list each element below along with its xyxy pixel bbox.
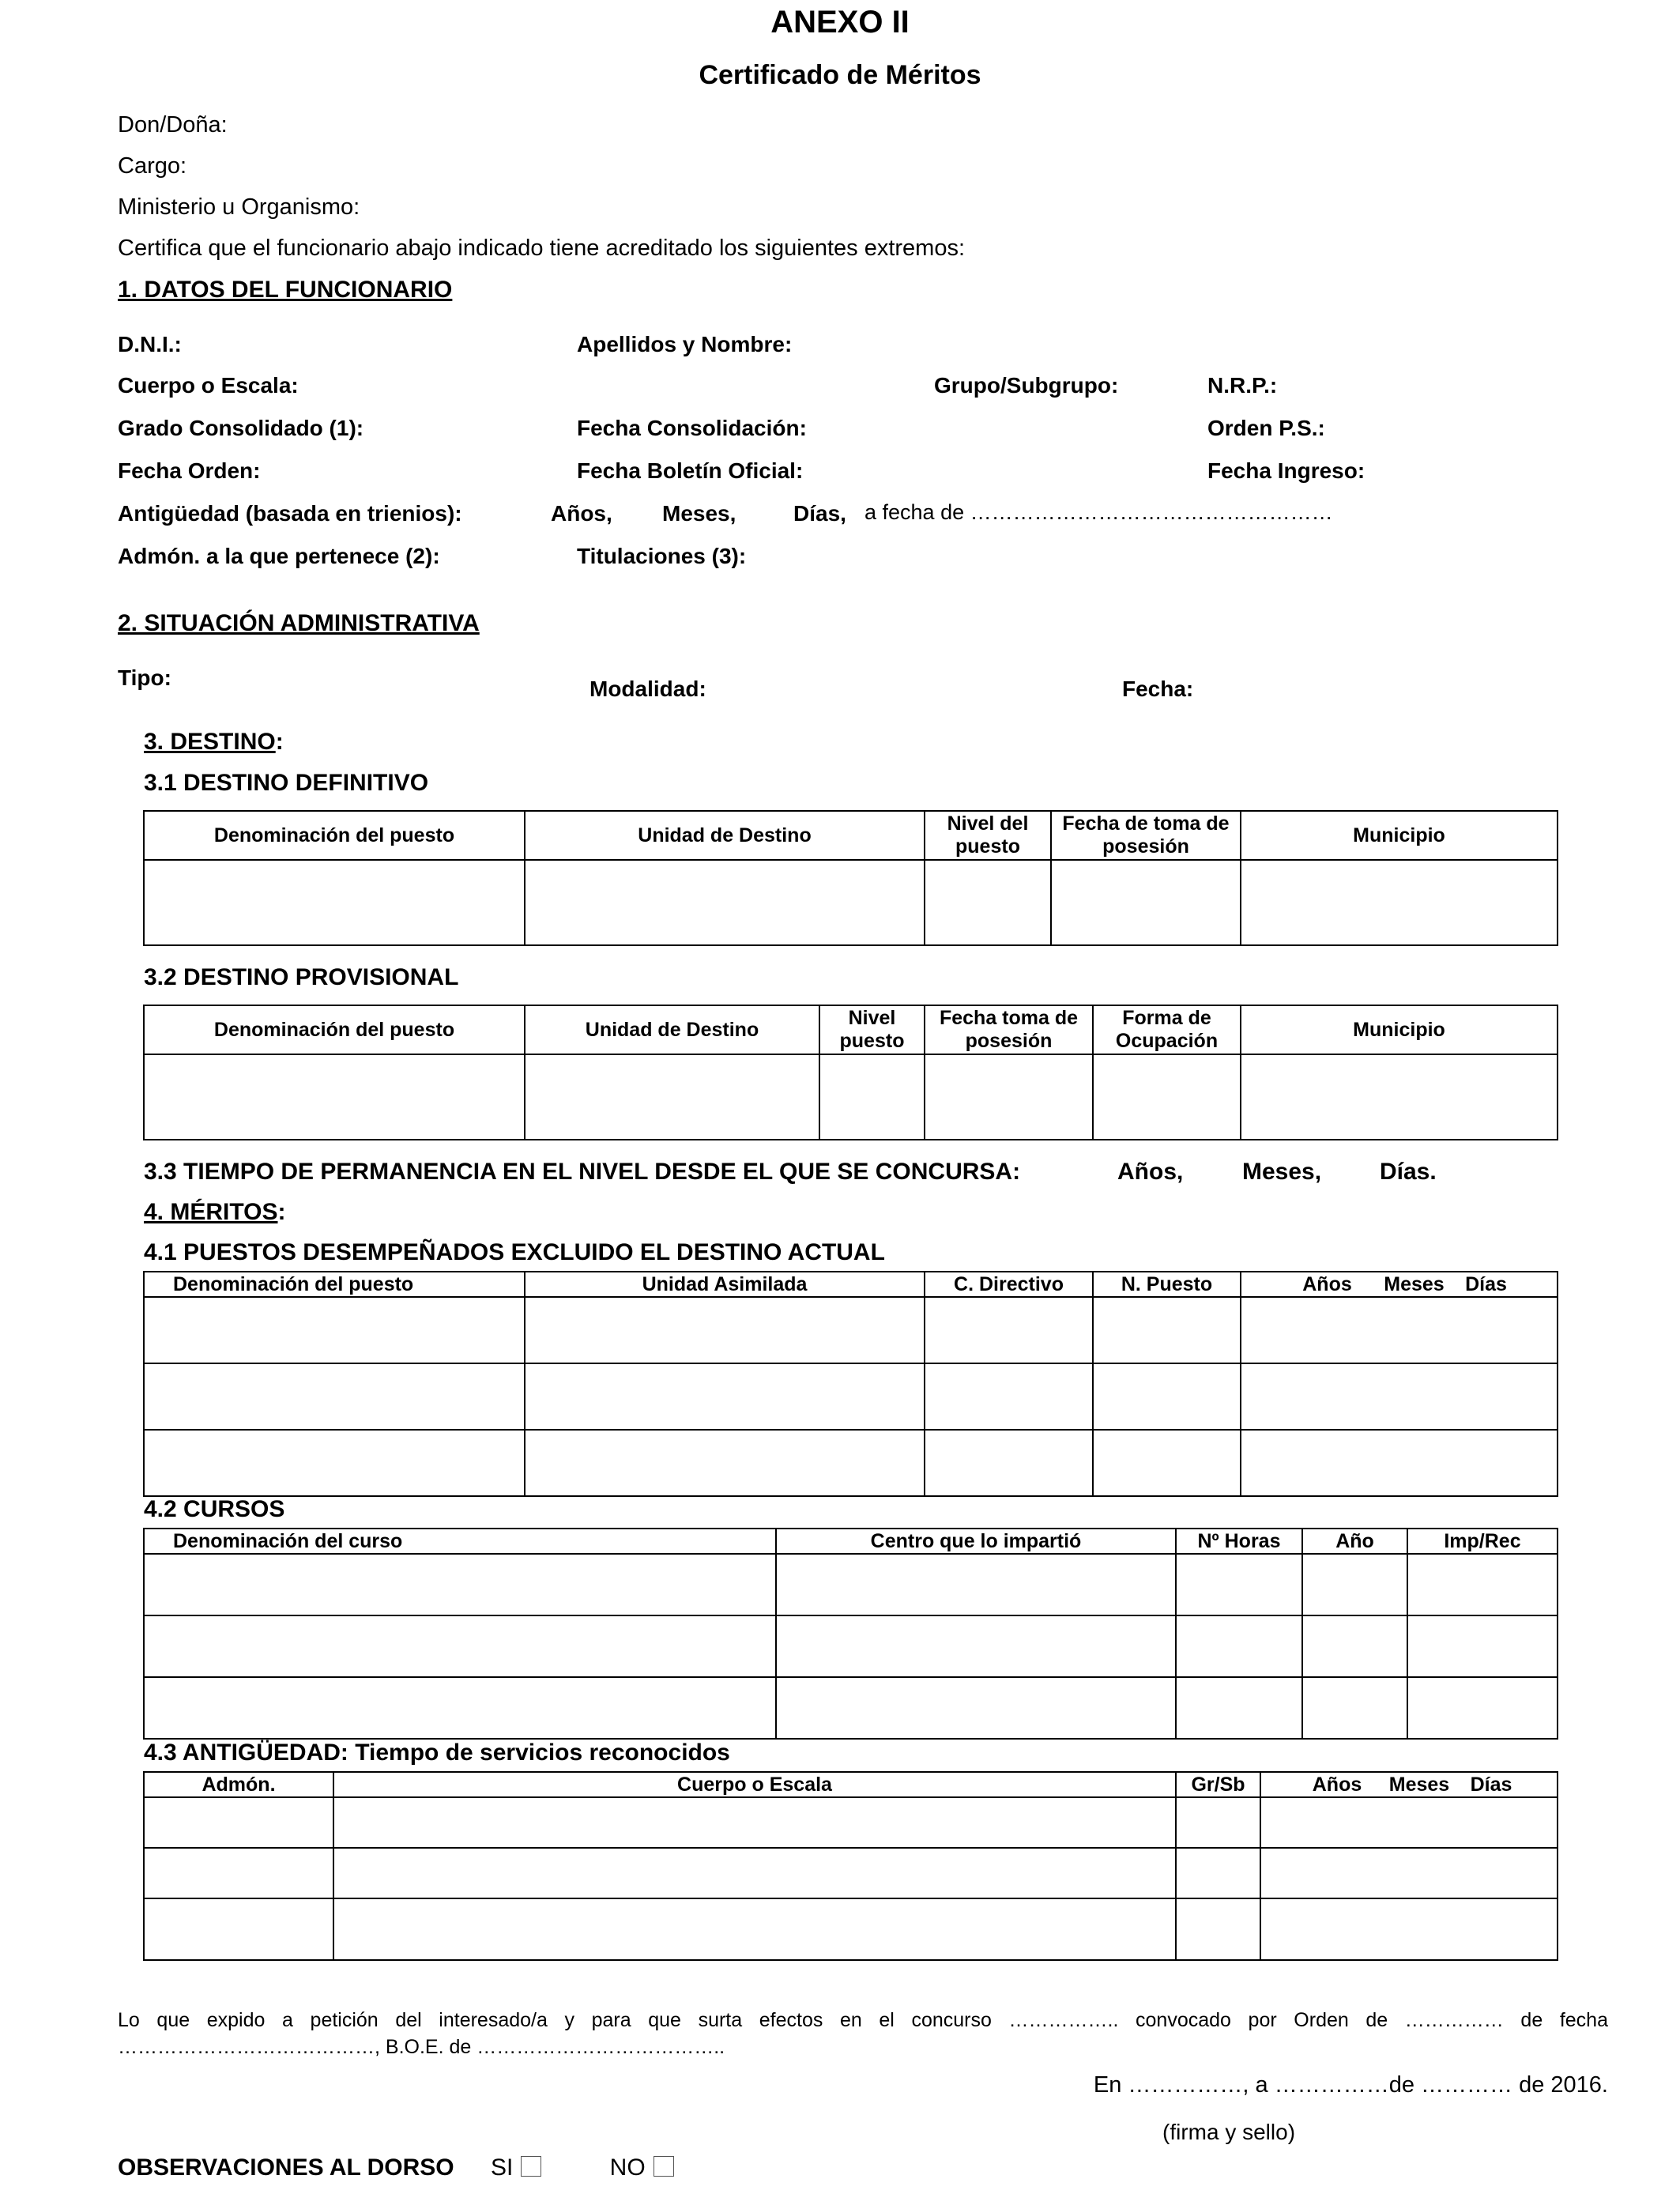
antiguedad-table	[143, 1771, 1558, 1961]
header-admon: Admón.	[144, 1772, 333, 1797]
orden-ps-label: Orden P.S.:	[1207, 416, 1325, 440]
header-gr-sb: Gr/Sb	[1176, 1772, 1260, 1797]
admon-label: Admón. a la que pertenece (2):	[118, 544, 440, 568]
permanencia-title: 3.3 TIEMPO DE PERMANENCIA EN EL NIVEL DESDE EL QUE SE CONCURSA:	[144, 1159, 1021, 1185]
header-fecha-toma: Fecha de toma de posesión	[1051, 811, 1241, 860]
table-cell[interactable]	[1093, 1363, 1241, 1430]
grupo-label: Grupo/Subgrupo:	[934, 373, 1119, 398]
header-dias: Días	[1470, 1773, 1512, 1796]
table-cell[interactable]	[333, 1898, 1176, 1960]
header-fecha-toma: Fecha toma de posesión	[925, 1005, 1093, 1054]
expido-paragraph: Lo que expido a petición del interesado/a y para que surta efectos en el concurso …………….. convocado por Orden de …………… de fecha …………………………………, B.O.E. de ………………………………..	[118, 2009, 1608, 2058]
antiguedad-title-suffix: Tiempo de servicios reconocidos	[348, 1740, 730, 1766]
permanencia-dias: Días.	[1380, 1159, 1437, 1185]
header-ano: Año	[1302, 1529, 1407, 1554]
table-cell[interactable]	[144, 1677, 776, 1739]
header-denominacion: Denominación del puesto	[144, 1272, 525, 1297]
header-dias: Días	[1465, 1272, 1507, 1295]
fecha-situacion-label: Fecha:	[1122, 677, 1194, 701]
destino-definitivo-table	[143, 810, 1558, 946]
table-cell[interactable]	[1302, 1615, 1407, 1677]
header-meses: Meses	[1388, 1773, 1450, 1796]
certifica-text: Certifica que el funcionario abajo indicado tiene acreditado los siguientes extremos:	[118, 236, 966, 261]
permanencia-anos: Años,	[1117, 1159, 1184, 1185]
puestos-desempenados-title: 4.1 PUESTOS DESEMPEÑADOS EXCLUIDO EL DESTINO ACTUAL	[144, 1239, 885, 1265]
table-cell[interactable]	[525, 1297, 925, 1363]
table-cell[interactable]	[925, 1363, 1093, 1430]
cursos-title: 4.2 CURSOS	[144, 1496, 285, 1522]
table-cell[interactable]	[776, 1615, 1176, 1677]
header-tiempo	[1260, 1772, 1558, 1797]
tipo-label: Tipo:	[118, 665, 171, 690]
table-cell[interactable]	[1407, 1615, 1558, 1677]
table-cell[interactable]	[333, 1848, 1176, 1898]
table-cell[interactable]	[525, 1430, 925, 1496]
header-unidad-destino: Unidad de Destino	[525, 1005, 819, 1054]
table-cell[interactable]	[144, 1554, 776, 1615]
antiguedad-title	[144, 1740, 730, 1766]
table-cell[interactable]	[1407, 1677, 1558, 1739]
header-centro: Centro que lo impartió	[776, 1529, 1176, 1554]
section-4-title-text: 4. MÉRITOS	[144, 1199, 278, 1225]
ministerio-label: Ministerio u Organismo:	[118, 194, 360, 220]
header-unidad-asimilada: Unidad Asimilada	[525, 1272, 925, 1297]
header-imp-rec: Imp/Rec	[1407, 1529, 1558, 1554]
permanencia-meses: Meses,	[1242, 1159, 1322, 1185]
section-3-title: 3. DESTINO:	[144, 729, 284, 755]
table-cell[interactable]	[1176, 1848, 1260, 1898]
don-label: Don/Doña:	[118, 112, 228, 138]
header-horas: Nº Horas	[1176, 1529, 1302, 1554]
table-cell[interactable]	[1241, 1363, 1558, 1430]
table-cell[interactable]	[925, 1297, 1093, 1363]
table-cell[interactable]	[525, 1054, 819, 1140]
table-cell[interactable]	[1241, 1430, 1558, 1496]
header-n-puesto: N. Puesto	[1093, 1272, 1241, 1297]
dias-label: Días,	[793, 501, 846, 526]
destino-definitivo-title: 3.1 DESTINO DEFINITIVO	[144, 770, 429, 796]
header-denominacion-curso: Denominación del curso	[144, 1529, 776, 1554]
table-cell[interactable]	[1093, 1297, 1241, 1363]
header-denominacion: Denominación del puesto	[144, 1005, 525, 1054]
header-municipio: Municipio	[1241, 1005, 1558, 1054]
no-label: NO	[609, 2154, 646, 2181]
anos-label: Años,	[551, 501, 612, 526]
destino-provisional-table	[143, 1005, 1558, 1140]
fecha-boletin-label: Fecha Boletín Oficial:	[577, 458, 804, 483]
table-cell[interactable]	[1176, 1898, 1260, 1960]
header-tiempo	[1241, 1272, 1558, 1297]
table-cell[interactable]	[1407, 1554, 1558, 1615]
table-cell[interactable]	[144, 1054, 525, 1140]
table-cell[interactable]	[1302, 1677, 1407, 1739]
page-title: ANEXO II	[770, 5, 910, 40]
dni-label: D.N.I.:	[118, 332, 182, 356]
antiguedad-title-prefix: 4.3 ANTIGÜEDAD:	[144, 1740, 348, 1766]
table-cell[interactable]	[144, 860, 525, 945]
observaciones-label: OBSERVACIONES AL DORSO	[118, 2154, 454, 2181]
table-cell[interactable]	[144, 1797, 333, 1848]
section-3-title-text: 3. DESTINO	[144, 729, 276, 755]
nrp-label: N.R.P.:	[1207, 373, 1278, 398]
header-cuerpo-escala: Cuerpo o Escala	[333, 1772, 1176, 1797]
table-cell[interactable]	[1241, 860, 1558, 945]
table-cell[interactable]	[1260, 1898, 1558, 1960]
table-cell[interactable]	[1176, 1554, 1302, 1615]
table-cell[interactable]	[925, 1054, 1093, 1140]
header-anos: Años	[1312, 1773, 1362, 1796]
table-cell[interactable]	[1176, 1615, 1302, 1677]
header-forma-ocupacion: Forma de Ocupación	[1093, 1005, 1241, 1054]
titulaciones-label: Titulaciones (3):	[577, 544, 747, 568]
table-cell[interactable]	[1176, 1677, 1302, 1739]
table-cell[interactable]	[1241, 1054, 1558, 1140]
meses-label: Meses,	[662, 501, 736, 526]
no-checkbox[interactable]	[654, 2156, 674, 2177]
table-cell[interactable]	[144, 1430, 525, 1496]
section-1-title: 1. DATOS DEL FUNCIONARIO	[118, 277, 453, 303]
table-cell[interactable]	[819, 1054, 925, 1140]
table-cell[interactable]	[1260, 1797, 1558, 1848]
destino-provisional-title: 3.2 DESTINO PROVISIONAL	[144, 964, 459, 990]
fecha-ingreso-label: Fecha Ingreso:	[1207, 458, 1365, 483]
place-date-line: En ……………, a ……………de ………… de 2016.	[1093, 2072, 1608, 2098]
table-cell[interactable]	[776, 1554, 1176, 1615]
cargo-label: Cargo:	[118, 153, 187, 179]
table-cell[interactable]	[144, 1615, 776, 1677]
section-2-title: 2. SITUACIÓN ADMINISTRATIVA	[118, 610, 480, 636]
header-meses: Meses	[1384, 1272, 1445, 1295]
table-cell[interactable]	[1093, 1430, 1241, 1496]
si-label: SI	[490, 2154, 514, 2181]
table-cell[interactable]	[1093, 1054, 1241, 1140]
header-nivel: Nivel del puesto	[925, 811, 1051, 860]
table-cell[interactable]	[1241, 1297, 1558, 1363]
table-cell[interactable]	[925, 860, 1051, 945]
table-cell[interactable]	[333, 1797, 1176, 1848]
fecha-consolidacion-label: Fecha Consolidación:	[577, 416, 807, 440]
table-cell[interactable]	[525, 860, 925, 945]
apellidos-label: Apellidos y Nombre:	[577, 332, 793, 356]
section-4-title: 4. MÉRITOS:	[144, 1199, 286, 1225]
header-nivel: Nivel puesto	[819, 1005, 925, 1054]
header-denominacion: Denominación del puesto	[144, 811, 525, 860]
table-cell[interactable]	[1176, 1797, 1260, 1848]
table-cell[interactable]	[1051, 860, 1241, 945]
modalidad-label: Modalidad:	[590, 677, 706, 701]
table-cell[interactable]	[525, 1363, 925, 1430]
table-cell[interactable]	[1302, 1554, 1407, 1615]
firma-sello: (firma y sello)	[1162, 2120, 1296, 2144]
table-cell[interactable]	[925, 1430, 1093, 1496]
table-cell[interactable]	[776, 1677, 1176, 1739]
header-anos: Años	[1302, 1272, 1352, 1295]
fecha-orden-label: Fecha Orden:	[118, 458, 261, 483]
observaciones-row	[118, 2154, 674, 2181]
header-unidad-destino: Unidad de Destino	[525, 811, 925, 860]
table-cell[interactable]	[144, 1848, 333, 1898]
cuerpo-label: Cuerpo o Escala:	[118, 373, 299, 398]
header-municipio: Municipio	[1241, 811, 1558, 860]
table-cell[interactable]	[1260, 1848, 1558, 1898]
grado-label: Grado Consolidado (1):	[118, 416, 364, 440]
table-cell[interactable]	[144, 1363, 525, 1430]
page-subtitle: Certificado de Méritos	[699, 60, 981, 90]
antiguedad-label: Antigüedad (basada en trienios):	[118, 501, 462, 526]
puestos-desempenados-table	[143, 1271, 1558, 1497]
table-cell[interactable]	[144, 1898, 333, 1960]
si-checkbox[interactable]	[521, 2156, 541, 2177]
table-cell[interactable]	[144, 1297, 525, 1363]
cursos-table	[143, 1528, 1558, 1740]
a-fecha-de-text: a fecha de ……………………………………………	[864, 500, 1333, 524]
header-c-directivo: C. Directivo	[925, 1272, 1093, 1297]
